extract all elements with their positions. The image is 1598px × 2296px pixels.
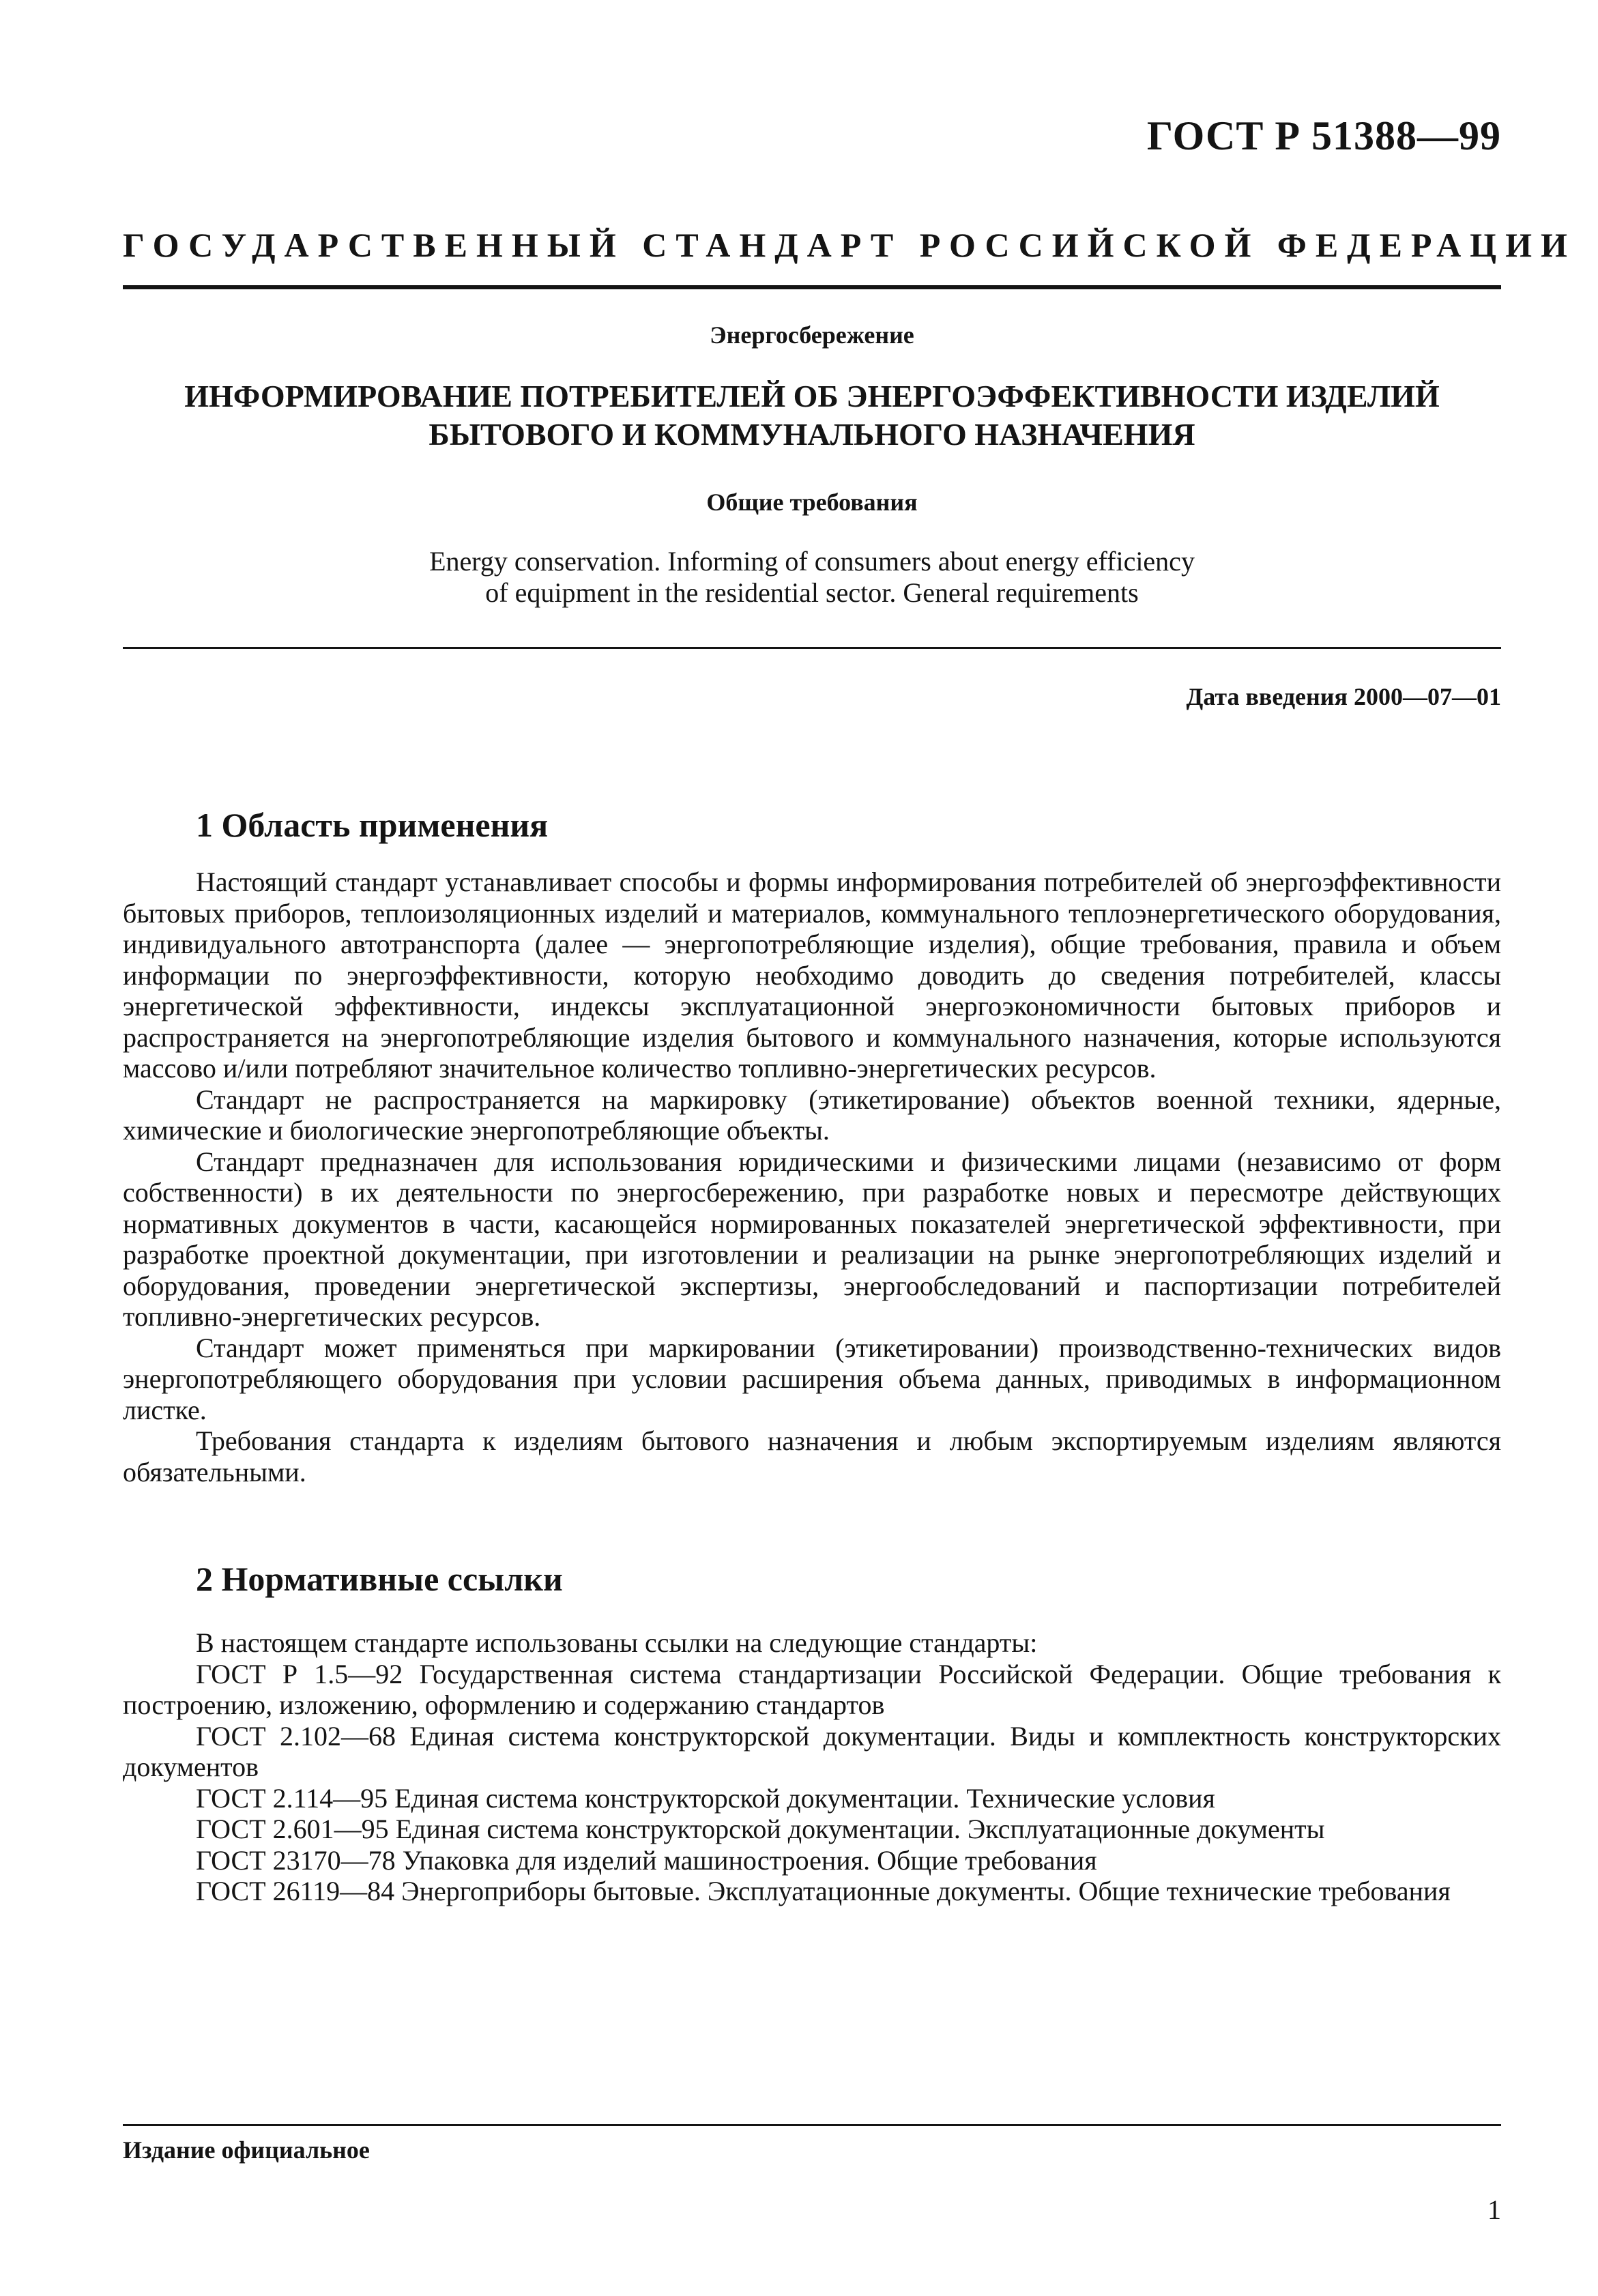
introduction-date: Дата введения 2000—07—01 bbox=[1186, 683, 1501, 710]
reference-item: ГОСТ 26119—84 Энергоприборы бытовые. Эксплуатационные документы. Общие технические требования bbox=[196, 1876, 1451, 1906]
page-number: 1 bbox=[1487, 2194, 1501, 2225]
document-title bbox=[123, 377, 1501, 454]
reference-item: ГОСТ 2.114—95 Единая система конструкторской документации. Технические условия bbox=[196, 1782, 1215, 1814]
reference-item: ГОСТ 2.601—95 Единая система конструкторской документации. Эксплуатационные документы bbox=[196, 1814, 1325, 1844]
paragraph: Стандарт предназначен для использования юридическими и физическими лицами (независимо от форм собственности) в их деятельности по энергосбережению, при разработке новых и пересмотре действующих нормативных документов в части, касающейся нормированных показателей энергетической эффективности, при разработке проектной документации, при изготовлении и реализации на рынке энергопотребляющих изделий и оборудования, проведении энергетической экспертизы, энергообследований и паспортизации потребителей топливно-энергетических ресурсов. bbox=[123, 1146, 1501, 1332]
paragraph: Стандарт не распространяется на маркировку (этикетирование) объектов военной техники, ядерные, химические и биологические энергопотребляющие объекты. bbox=[123, 1084, 1501, 1146]
standard-banner: ГОСУДАРСТВЕННЫЙ СТАНДАРТ РОССИЙСКОЙ ФЕДЕРАЦИИ bbox=[123, 226, 1576, 264]
paragraph: Стандарт может применяться при маркировании (этикетировании) производственно-технических видов энергопотребляющего оборудования при условии расширения объема данных, приводимых в информационном листке. bbox=[123, 1332, 1501, 1425]
paragraph: В настоящем стандарте использованы ссылки на следующие стандарты: bbox=[196, 1627, 1038, 1658]
header-rule bbox=[123, 285, 1501, 289]
title-line-1: ИНФОРМИРОВАНИЕ ПОТРЕБИТЕЛЕЙ ОБ ЭНЕРГОЭФФЕКТИВНОСТИ ИЗДЕЛИЙ bbox=[184, 379, 1440, 413]
english-title-line-2: of equipment in the residential sector. General requirements bbox=[485, 577, 1139, 608]
paragraph: Настоящий стандарт устанавливает способы и формы информирования потребителей об энергоэффективности бытовых приборов, теплоизоляционных изделий и материалов, коммунального теплоэнергетического оборудования, индивидуального автотранспорта (далее — энергопотребляющие изделия), общие требования, правила и объем информации по энергоэффективности, которую необходимо доводить до сведения потребителей, классы энергетической эффективности, индексы эксплуатационной энергоэкономичности бытовых приборов и распространяется на энергопотребляющие изделия бытового и коммунального назначения, которые используются массово и/или потребляют значительное количество топливно-энергетических ресурсов. bbox=[123, 867, 1501, 1084]
reference-item: ГОСТ 23170—78 Упаковка для изделий машиностроения. Общие требования bbox=[196, 1844, 1097, 1876]
reference-item: ГОСТ 2.102—68 Единая система конструкторской документации. Виды и комплектность конструкторских документов bbox=[123, 1720, 1501, 1782]
title-rule bbox=[123, 647, 1501, 649]
document-subtitle: Общие требования bbox=[706, 489, 918, 516]
english-title-line-1: Energy conservation. Informing of consumers about energy efficiency bbox=[429, 546, 1195, 577]
footer-rule bbox=[123, 2124, 1501, 2126]
edition-label: Издание официальное bbox=[123, 2136, 370, 2164]
section-1-heading: 1 Область применения bbox=[196, 806, 549, 844]
topic-label: Энергосбережение bbox=[710, 321, 914, 349]
paragraph: Требования стандарта к изделиям бытового назначения и любым экспортируемым изделиям являются обязательными. bbox=[123, 1425, 1501, 1487]
section-1-body bbox=[123, 867, 1501, 1487]
english-title bbox=[123, 546, 1501, 609]
document-id: ГОСТ Р 51388—99 bbox=[1146, 113, 1501, 158]
section-2-body bbox=[123, 1627, 1501, 1907]
section-2-heading: 2 Нормативные ссылки bbox=[196, 1560, 563, 1598]
title-line-2: БЫТОВОГО И КОММУНАЛЬНОГО НАЗНАЧЕНИЯ bbox=[428, 417, 1195, 452]
reference-item: ГОСТ Р 1.5—92 Государственная система стандартизации Российской Федерации. Общие требования к построению, изложению, оформлению и содержанию стандартов bbox=[123, 1658, 1501, 1720]
